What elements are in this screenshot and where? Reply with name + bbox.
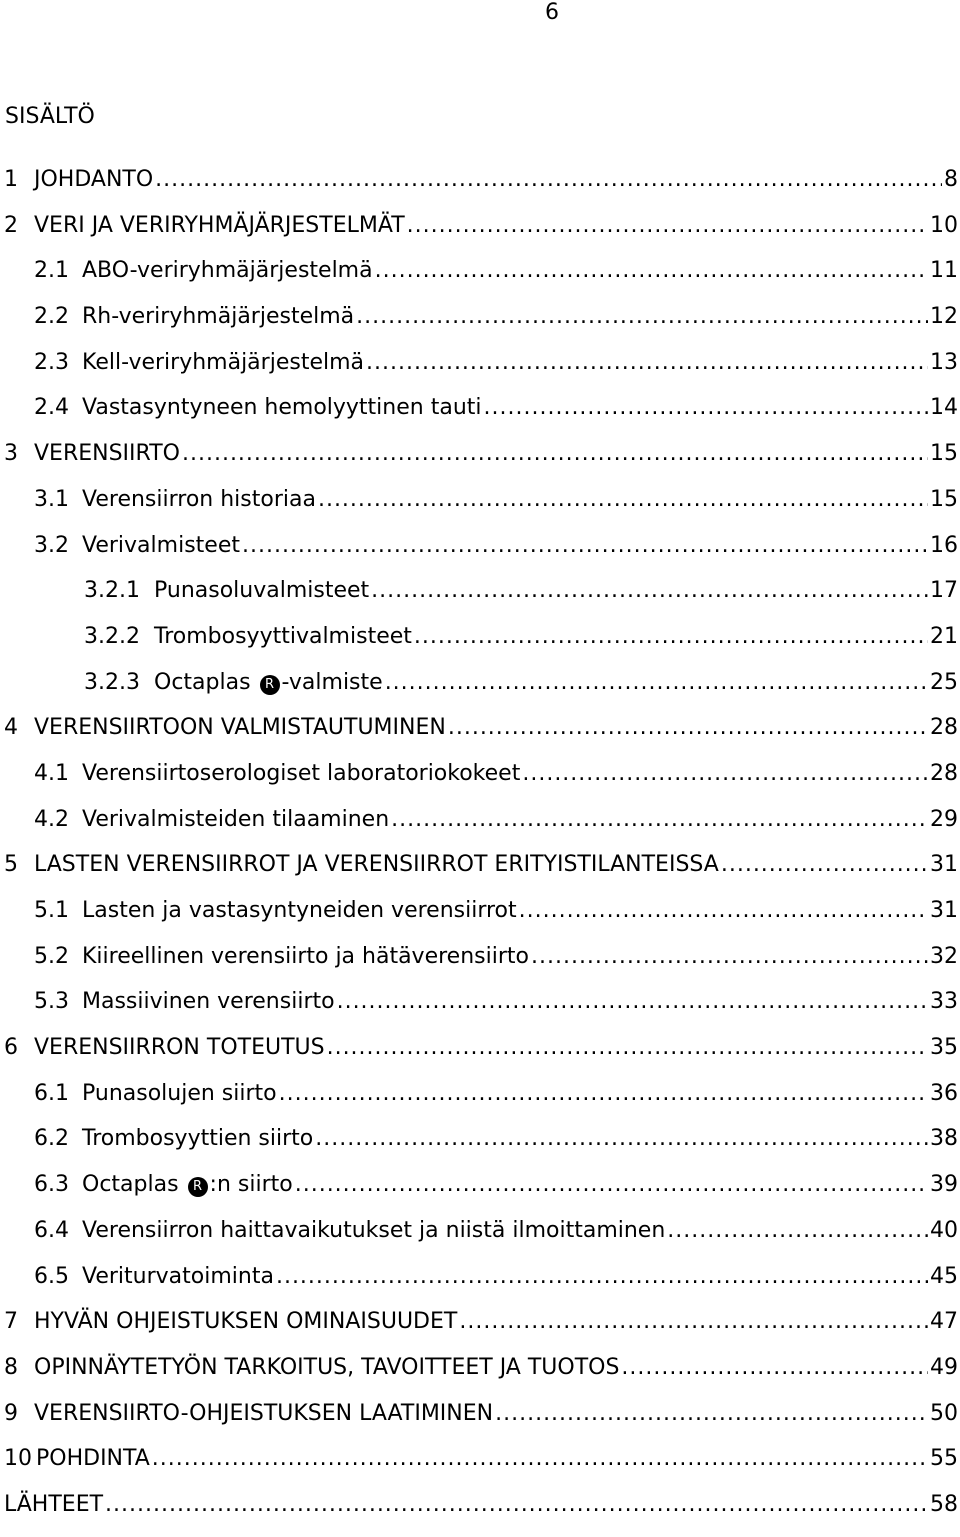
toc-entry-page: 29 (930, 806, 958, 832)
toc-entry-title: Trombosyyttivalmisteet (154, 623, 412, 649)
toc-entry[interactable] (0, 166, 960, 212)
toc-entry-number: 3.1 (34, 486, 69, 512)
toc-entry-number: 6.4 (34, 1217, 69, 1243)
toc-entry-page: 49 (930, 1354, 958, 1380)
toc-entry-number: 4 (4, 715, 18, 741)
toc-entry[interactable] (0, 1034, 960, 1080)
toc-entry[interactable] (0, 943, 960, 989)
toc-entry-number: 6 (4, 1035, 18, 1061)
toc-entry-page: 28 (930, 715, 958, 741)
table-of-contents (0, 166, 960, 1537)
dot-leader (315, 1125, 928, 1153)
toc-entry-page: 55 (930, 1446, 958, 1472)
toc-entry[interactable] (0, 851, 960, 897)
toc-entry-title: JOHDANTO (34, 167, 154, 192)
toc-entry-number: 4.1 (34, 760, 69, 786)
dot-leader (391, 806, 928, 834)
dot-leader (385, 669, 928, 697)
dot-leader (337, 988, 928, 1016)
dot-leader (155, 166, 942, 194)
dot-leader (667, 1217, 928, 1245)
toc-entry-title: VERI JA VERIRYHMÄJÄRJESTELMÄT (34, 212, 405, 238)
toc-entry-title: VERENSIIRRON TOTEUTUS (34, 1035, 325, 1061)
toc-entry-number: 6.2 (34, 1126, 69, 1152)
dot-leader (279, 1080, 928, 1108)
toc-entry-title-part: -valmiste (281, 669, 383, 695)
dot-leader (414, 623, 928, 651)
toc-entry-page: 17 (930, 578, 958, 604)
toc-entry-number: 10 (4, 1446, 32, 1472)
toc-entry-page: 50 (930, 1400, 958, 1426)
toc-entry-number: 3 (4, 441, 18, 467)
dot-leader (295, 1171, 928, 1199)
toc-entry-number: 2.2 (34, 304, 69, 330)
toc-entry-number: 5.3 (34, 989, 69, 1015)
dot-leader (721, 851, 928, 879)
toc-entry-title: Lasten ja vastasyntyneiden verensiirrot (82, 898, 517, 923)
toc-entry[interactable] (0, 1445, 960, 1491)
toc-entry-title-part: Octaplas (82, 1172, 179, 1198)
toc-entry[interactable] (0, 1308, 960, 1354)
toc-entry-page: 15 (930, 486, 958, 512)
dot-leader (495, 1400, 928, 1428)
toc-entry-title: Veriturvatoiminta (82, 1263, 274, 1289)
toc-entry[interactable] (0, 760, 960, 806)
toc-entry-number: 7 (4, 1309, 18, 1335)
toc-entry-page: 58 (930, 1491, 958, 1517)
toc-entry-title: VERENSIIRTOON VALMISTAUTUMINEN (34, 715, 446, 741)
toc-entry[interactable] (0, 1263, 960, 1309)
toc-entry-title: Verensiirron haittavaikutukset ja niistä ilmoittaminen (82, 1217, 666, 1243)
dot-leader (448, 714, 928, 742)
toc-entry-title: ABO-veriryhmäjärjestelmä (82, 258, 373, 284)
toc-entry-number: 6.5 (34, 1263, 69, 1289)
toc-entry-number: 2 (4, 212, 18, 238)
toc-entry[interactable] (0, 714, 960, 760)
toc-entry-title: Verivalmisteiden tilaaminen (82, 806, 390, 832)
toc-entry-title: Verensiirtoserologiset laboratoriokokeet (82, 760, 521, 786)
toc-entry-title: Verivalmisteet (82, 532, 240, 558)
dot-leader (327, 1034, 928, 1062)
toc-entry-page: 31 (930, 852, 958, 878)
toc-entry-number: 4.2 (34, 806, 69, 832)
toc-entry-page: 32 (930, 943, 958, 969)
registered-trademark-icon: R (260, 675, 280, 695)
toc-entry-title: LASTEN VERENSIIRROT JA VERENSIIRROT ERITYISTILANTEISSA (34, 852, 719, 878)
toc-entry-page: 33 (930, 989, 958, 1015)
toc-heading: SISÄLTÖ (5, 104, 95, 129)
toc-entry-page: 16 (930, 532, 958, 558)
dot-leader (484, 394, 928, 422)
toc-entry[interactable] (0, 486, 960, 532)
toc-entry[interactable] (0, 212, 960, 258)
toc-entry-page: 45 (930, 1263, 958, 1289)
toc-entry-title: Verensiirron historiaa (82, 486, 316, 512)
toc-entry-title: Rh-veriryhmäjärjestelmä (82, 304, 355, 330)
toc-entry-title: Kell-veriryhmäjärjestelmä (82, 349, 365, 375)
toc-entry-page: 10 (930, 212, 958, 238)
toc-entry-title: OPINNÄYTETYÖN TARKOITUS, TAVOITTEET JA TUOTOS (34, 1354, 620, 1380)
toc-entry-title: Vastasyntyneen hemolyyttinen tauti (82, 395, 482, 421)
dot-leader (182, 440, 928, 468)
toc-entry-page: 14 (930, 395, 958, 421)
toc-entry-number: 6.1 (34, 1080, 69, 1106)
toc-entry[interactable] (0, 1080, 960, 1126)
toc-entry-number: 5.2 (34, 943, 69, 969)
toc-entry-page: 35 (930, 1035, 958, 1061)
dot-leader (318, 486, 928, 514)
toc-entry[interactable] (0, 1400, 960, 1446)
dot-leader (621, 1354, 928, 1382)
dot-leader (375, 257, 928, 285)
registered-trademark-icon: R (188, 1177, 208, 1197)
toc-entry-page: 21 (930, 623, 958, 649)
dot-leader (371, 577, 928, 605)
toc-entry[interactable] (0, 897, 960, 943)
toc-entry-number: 9 (4, 1400, 18, 1426)
toc-entry-number: 8 (4, 1354, 18, 1380)
page-number-text: 6 (545, 0, 559, 25)
toc-entry[interactable] (0, 988, 960, 1034)
toc-entry-title (154, 669, 383, 697)
toc-entry[interactable] (0, 349, 960, 395)
toc-entry[interactable] (0, 1354, 960, 1400)
toc-entry-number: 3.2 (34, 532, 69, 558)
toc-entry[interactable] (0, 806, 960, 852)
dot-leader (459, 1308, 928, 1336)
toc-entry-number: 6.3 (34, 1172, 69, 1198)
dot-leader (531, 943, 928, 971)
toc-entry-title: VERENSIIRTO (34, 441, 180, 467)
toc-entry[interactable] (0, 577, 960, 623)
toc-entry-number: 2.3 (34, 349, 69, 375)
toc-entry-title (82, 1171, 293, 1199)
toc-entry[interactable] (0, 623, 960, 669)
toc-entry-page: 25 (930, 669, 958, 695)
toc-entry[interactable] (0, 303, 960, 349)
toc-entry-title: Trombosyyttien siirto (82, 1126, 314, 1152)
toc-entry-page: 36 (930, 1080, 958, 1106)
toc-entry-page: 8 (944, 167, 958, 192)
toc-entry-page: 31 (930, 898, 958, 923)
toc-entry-title-part: :n siirto (209, 1172, 293, 1198)
toc-entry-title: HYVÄN OHJEISTUKSEN OMINAISUUDET (34, 1309, 458, 1335)
toc-entry-title: Punasolujen siirto (82, 1080, 277, 1106)
dot-leader (276, 1263, 928, 1291)
dot-leader (519, 897, 928, 925)
toc-entry[interactable] (0, 532, 960, 578)
toc-entry-page: 39 (930, 1172, 958, 1198)
toc-entry[interactable] (0, 1171, 960, 1217)
toc-entry-title: LÄHTEET (4, 1491, 104, 1517)
toc-entry-page: 15 (930, 441, 958, 467)
toc-entry-number: 5 (4, 852, 18, 878)
toc-entry-title: Punasoluvalmisteet (154, 578, 370, 604)
toc-entry-number: 1 (4, 167, 18, 192)
toc-entry[interactable] (0, 1217, 960, 1263)
dot-leader (356, 303, 928, 331)
dot-leader (152, 1445, 928, 1473)
toc-entry[interactable] (0, 394, 960, 440)
toc-entry-page: 28 (930, 760, 958, 786)
dot-leader (242, 532, 928, 560)
toc-entry-number: 5.1 (34, 898, 69, 923)
toc-entry-number: 2.4 (34, 395, 69, 421)
toc-entry-page: 38 (930, 1126, 958, 1152)
toc-entry-page: 12 (930, 304, 958, 330)
toc-entry-number: 3.2.3 (84, 669, 140, 695)
toc-entry-page: 13 (930, 349, 958, 375)
toc-entry[interactable] (0, 440, 960, 486)
toc-entry-number: 3.2.2 (84, 623, 140, 649)
toc-entry[interactable] (0, 257, 960, 303)
dot-leader (522, 760, 928, 788)
toc-entry-title: VERENSIIRTO-OHJEISTUKSEN LAATIMINEN (34, 1400, 494, 1426)
toc-entry[interactable] (0, 669, 960, 715)
toc-entry-page: 40 (930, 1217, 958, 1243)
toc-entry-number: 2.1 (34, 258, 69, 284)
toc-entry-page: 47 (930, 1309, 958, 1335)
toc-entry-title: POHDINTA (36, 1446, 150, 1472)
toc-entry-title-part: Octaplas (154, 669, 251, 695)
toc-entry[interactable] (0, 1125, 960, 1171)
toc-entry[interactable] (0, 1491, 960, 1537)
dot-leader (407, 212, 928, 240)
dot-leader (366, 349, 928, 377)
toc-entry-title: Massiivinen verensiirto (82, 989, 335, 1015)
toc-entry-page: 11 (930, 258, 958, 284)
toc-entry-title: Kiireellinen verensiirto ja hätäverensiirto (82, 943, 529, 969)
toc-entry-number: 3.2.1 (84, 578, 140, 604)
